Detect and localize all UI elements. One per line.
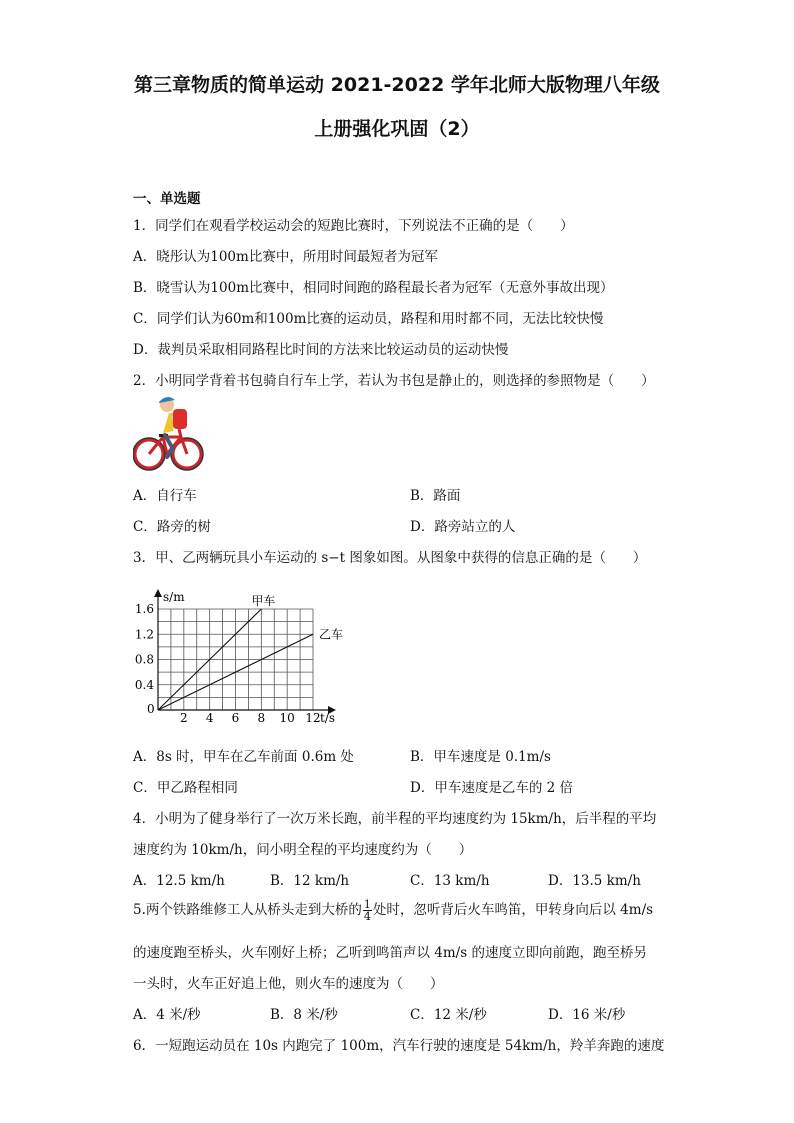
q5-stem-line3: 一头时，火车正好追上他，则火车的速度为（ ）	[133, 976, 444, 992]
q2-option-c[interactable]: C．路旁的树	[133, 519, 211, 535]
q3-option-d[interactable]: D．甲车速度是乙车的 2 倍	[410, 780, 573, 796]
x-tick-label: 10	[279, 711, 295, 725]
q4-option-d[interactable]: D．13.5 km/h	[548, 873, 641, 889]
q4-option-b[interactable]: B．12 km/h	[270, 873, 350, 889]
series-label-1: 甲车	[251, 594, 276, 608]
q3-stem: 3．甲、乙两辆玩具小车运动的 s−t 图象如图。从图象中获得的信息正确的是（ ）	[133, 550, 647, 566]
q2-option-d[interactable]: D．路旁站立的人	[410, 519, 516, 535]
q4-stem-line1: 4．小明为了健身举行了一次万米长跑，前半程的平均速度约为 15km/h，后半程的平均	[133, 811, 657, 827]
q2-option-b[interactable]: B．路面	[410, 488, 461, 504]
st-graph	[133, 585, 353, 730]
q3-option-b[interactable]: B．甲车速度是 0.1m/s	[410, 749, 551, 765]
x-axis-label: t/s	[320, 711, 336, 725]
q5-option-b[interactable]: B．8 米/秒	[270, 1007, 338, 1023]
backpack	[173, 409, 187, 429]
q5-option-d[interactable]: D．16 米/秒	[548, 1007, 626, 1023]
q5-stem-line1	[133, 898, 653, 922]
q1-stem: 1．同学们在观看学校运动会的短跑比赛时，下列说法不正确的是（ ）	[133, 218, 574, 234]
y-tick-label: 0.8	[134, 652, 154, 667]
chart-grid	[158, 609, 313, 710]
q4-option-a[interactable]: A．12.5 km/h	[133, 873, 225, 889]
q5-fraction	[363, 899, 372, 922]
q5-stem-line1-pre: 5.两个铁路维修工人从桥头走到大桥的	[133, 902, 362, 918]
y-axis-arrow	[154, 589, 162, 597]
q1-option-b[interactable]: B．晓雪认为100m比赛中，相同时间跑的路程最长者为冠军（无意外事故出现）	[133, 280, 614, 296]
chart-ticks	[135, 602, 321, 725]
q1-option-a[interactable]: A．晓彤认为100m比赛中，所用时间最短者为冠军	[133, 249, 438, 265]
q6-stem-line1: 6．一短跑运动员在 10s 内跑完了 100m，汽车行驶的速度是 54km/h，羚羊奔跑的速度	[133, 1038, 665, 1054]
q5-fraction-denominator: 4	[363, 910, 371, 923]
x-tick-label: 12	[305, 711, 321, 725]
series-label-2: 乙车	[319, 627, 344, 642]
q1-option-c[interactable]: C．同学们认为60m和100m比赛的运动员，路程和用时都不同，无法比较快慢	[133, 311, 604, 327]
y-tick-label: 1.2	[134, 627, 154, 642]
y-tick-label: 1.6	[134, 602, 154, 616]
x-tick-label: 6	[231, 711, 240, 725]
q5-stem-line2: 的速度跑至桥头，火车刚好上桥；乙听到鸣笛声以 4m/s 的速度立即向前跑，跑至桥另	[133, 945, 647, 961]
q3-option-c[interactable]: C．甲乙路程相同	[133, 780, 238, 796]
section-heading: 一、单选题	[133, 191, 201, 207]
q3-option-a[interactable]: A．8s 时，甲车在乙车前面 0.6m 处	[133, 749, 354, 765]
y-axis-label: s/m	[163, 590, 185, 604]
chart-axes	[154, 589, 336, 714]
q5-option-a[interactable]: A．4 米/秒	[133, 1007, 201, 1023]
cyclist-illustration	[133, 393, 205, 473]
x-tick-label: 4	[205, 711, 214, 725]
q2-stem: 2．小明同学背着书包骑自行车上学，若认为书包是静止的，则选择的参照物是（ ）	[133, 373, 655, 389]
chart-series	[158, 594, 343, 710]
q4-stem-line2: 速度约为 10km/h，问小明全程的平均速度约为（ ）	[133, 842, 473, 858]
x-tick-label: 8	[257, 711, 266, 725]
page-title-line1: 第三章物质的简单运动 2021-2022 学年北师大版物理八年级	[134, 74, 660, 96]
x-tick-label: 2	[180, 711, 188, 725]
q2-option-a[interactable]: A．自行车	[133, 488, 197, 504]
q5-stem-line1-post: 处时，忽听背后火车鸣笛，甲转身向后以 4m/s	[372, 902, 654, 918]
q5-fraction-numerator: 1	[363, 898, 371, 911]
y-tick-label: 0.4	[134, 677, 154, 692]
q1-option-d[interactable]: D．裁判员采取相同路程比时间的方法来比较运动员的运动快慢	[133, 342, 509, 358]
page-title-line2: 上册强化巩固（2）	[314, 118, 480, 140]
q4-option-c[interactable]: C．13 km/h	[410, 873, 490, 889]
origin-label: 0	[147, 702, 155, 716]
q5-option-c[interactable]: C．12 米/秒	[410, 1007, 487, 1023]
